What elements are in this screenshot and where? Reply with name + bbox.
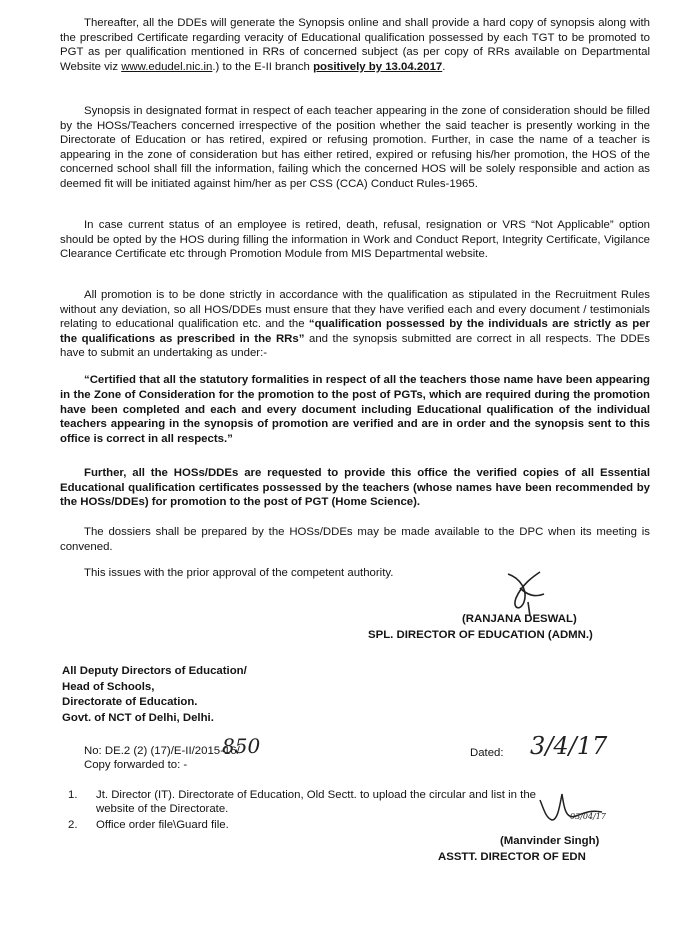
signature-ranjana-deswal [500, 568, 560, 618]
address-line: Directorate of Education. [62, 696, 198, 709]
signatory2-name: (Manvinder Singh) [500, 835, 600, 847]
address-block [62, 664, 247, 726]
address-line: Govt. of NCT of Delhi, Delhi. [62, 711, 214, 724]
paragraph-synopsis-format: Synopsis in designated format in respect of each teacher appearing in the zone of consideration should be filled by the HOSs/Teachers concerned irrespective of the position whether the said teacher is presently working in the Directorate of Education or has retired, expired or refusing promotion. Further, in case the name of a teacher is appearing in the zone of consideration but has either retired, expired or refusing his/her promotion, the HOS of the concerned school shall fill the information, failing which the concerned HOS will be solely responsible and action as deemed fit will be initiated against him/her as per CSS (CCA) Conduct Rules-1965. [60, 105, 650, 190]
signatory2-designation: ASSTT. DIRECTOR OF EDN [438, 851, 586, 863]
dated-label: Dated: [470, 747, 504, 759]
signatory2-handwritten-date: 03/04/17 [570, 812, 606, 821]
paragraph-promotion-rules: All promotion is to be done strictly in accordance with the qualification as stipulated in the Recruitment Rules without any deviation, so all HOS/DDEs must ensure that they have verified each and every document / testimonials relating to educational qualification etc. and the “qualification possessed by the individuals are strictly as per the qualifications as prescribed in the RRs” and the synopsis submitted are correct in all respects. The DDEs have to submit an undertaking as under:- [60, 289, 650, 360]
qualification-emphasis: “qualification possessed by the individuals are strictly as per the qualifications as prescribed in the RRs” [60, 318, 650, 345]
paragraph-verified-copies: Further, all the HOSs/DDEs are requested to provide this office the verified copies of all Essential Educational qualification certificates possessed by the teachers (whose names have been recommended by the HOSs/DDEs) for promotion to the post of PGT (Home Science). [60, 467, 650, 509]
reference-number: No: DE.2 (2) (17)/E-II/2015-16/ [84, 745, 240, 757]
signature-manvinder-singh [536, 790, 606, 830]
list-item: 2. Office order file\Guard file. [68, 819, 229, 831]
handwritten-date: 3/4/17 [530, 732, 608, 760]
handwritten-reference-number: 850 [222, 734, 261, 758]
deadline-text: positively by 13.04.2017 [313, 60, 443, 73]
address-line: All Deputy Directors of Education/ [62, 665, 247, 677]
website-link[interactable]: www.edudel.nic.in [121, 60, 213, 73]
address-line: Head of Schools, [62, 680, 155, 693]
list-item: 1. Jt. Director (IT). Directorate of Education, Old Sectt. to upload the circular and list in the website of the Directorate. [68, 789, 536, 815]
paragraph-dossiers: The dossiers shall be prepared by the HOSs/DDEs may be made available to the DPC when its meeting is convened. [60, 526, 650, 553]
signatory1-designation: SPL. DIRECTOR OF EDUCATION (ADMN.) [368, 629, 593, 641]
signatory1-name: (RANJANA DESWAL) [462, 613, 577, 625]
copy-list [68, 788, 588, 832]
paragraph-approval: This issues with the prior approval of the competent authority. [84, 567, 394, 579]
certification-quote: “Certified that all the statutory formalities in respect of all the teachers those name have been appearing in the Zone of Consideration for the promotion to the post of PGTs, which are required during the promotion have been completed and each and every document including Educational qualification of the individual teachers appearing in the synopsis of promotion are verified and are in order and the synopsis sent to this office is correct in all respects.” [60, 374, 650, 446]
copy-forwarded-label: Copy forwarded to: - [84, 759, 188, 771]
paragraph-current-status: In case current status of an employee is retired, death, refusal, resignation or VRS “Not Applicable” option should be opted by the HOS during filling the information in Work and Conduct Report, Integrity Certificate, Vigilance Clearance Certificate etc through Promotion Module from MIS Departmental website. [60, 219, 650, 261]
paragraph-synopsis-generation: Thereafter, all the DDEs will generate the Synopsis online and shall provide a hard copy of synopsis along with the prescribed Certificate regarding veracity of Educational qualification possessed by each TGT to be promoted to PGT as per qualification mentioned in RRs of concerned subject (as per copy of RRs available on Departmental Website viz www.edudel.nic.in.) to the E-II branch positively by 13.04.2017. [60, 17, 650, 73]
